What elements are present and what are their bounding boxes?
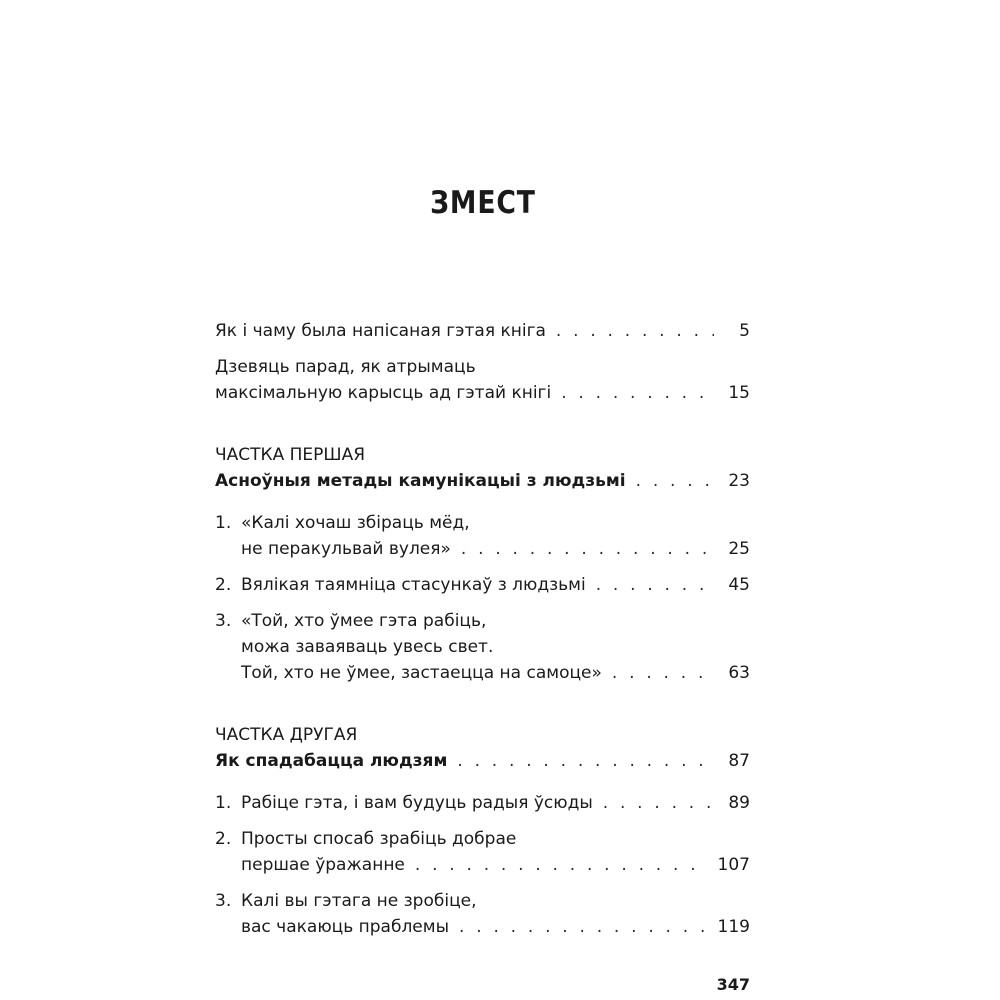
chapter-number: 2.: [215, 829, 232, 849]
entry-title-line: Дзевяць парад, як атрымаць: [215, 357, 476, 377]
entry-title-line: не перакульвай вулея»: [241, 539, 451, 559]
chapter-number: 3.: [215, 891, 232, 911]
page-number: 107: [717, 855, 750, 875]
toc-chapter-1-2[interactable]: [215, 572, 750, 598]
dot-leader: [415, 852, 704, 878]
page-number: 23: [728, 471, 750, 491]
toc-chapter-1-1[interactable]: [215, 510, 750, 562]
dot-leader: [461, 536, 714, 562]
entry-title-line: Той, хто не ўмее, застаецца на самоце»: [241, 663, 602, 683]
page-number: 63: [728, 663, 750, 683]
part-label-2: ЧАСТКА ДРУГАЯ: [215, 725, 358, 745]
entry-title: Як і чаму была напісаная гэтая кніга: [215, 321, 546, 341]
entry-title-line: «Той, хто ўмее гэта рабіць,: [241, 611, 487, 631]
dot-leader: [636, 468, 714, 494]
entry-title: Рабіце гэта, і вам будуць радыя ўсюды: [241, 793, 593, 813]
chapter-number: 1.: [215, 793, 232, 813]
dot-leader: [556, 318, 714, 344]
entry-title-line: Калі вы гэтага не зробіце,: [241, 891, 477, 911]
entry-title-line: вас чакаюць праблемы: [241, 917, 450, 937]
dot-leader: [561, 380, 714, 406]
entry-title-line: «Калі хочаш збіраць мёд,: [241, 513, 470, 533]
entry-title-line: можа заваяваць увесь свет.: [241, 637, 494, 657]
entry-title-line: максімальную карысць ад гэтай кнігі: [215, 383, 552, 403]
part-heading: Як спадабацца людзям: [215, 751, 448, 771]
dot-leader: [612, 660, 714, 686]
dot-leader: [596, 572, 714, 598]
dot-leader: [457, 748, 714, 774]
toc-part-heading-2[interactable]: [215, 748, 750, 774]
page-number: 119: [717, 917, 750, 937]
entry-title-line: Просты спосаб зрабіць добрае: [241, 829, 517, 849]
dot-leader: [459, 914, 704, 940]
page-number: 25: [728, 539, 750, 559]
page-title: ЗМЕСТ: [430, 185, 536, 221]
toc-chapter-2-1[interactable]: [215, 790, 750, 816]
toc-chapter-2-3[interactable]: [215, 888, 750, 940]
chapter-number: 3.: [215, 611, 232, 631]
toc-entry-intro-1[interactable]: [215, 318, 750, 344]
page-number: 15: [728, 383, 750, 403]
page-number: 87: [728, 751, 750, 771]
chapter-number: 2.: [215, 575, 232, 595]
chapter-number: 1.: [215, 513, 232, 533]
entry-title-line: першае ўражанне: [241, 855, 405, 875]
toc-entry-intro-2[interactable]: [215, 354, 750, 406]
page-number: 89: [728, 793, 750, 813]
page-number: 45: [728, 575, 750, 595]
part-label-1: ЧАСТКА ПЕРШАЯ: [215, 445, 366, 465]
toc-part-heading-1[interactable]: [215, 468, 750, 494]
dot-leader: [603, 790, 714, 816]
toc-chapter-1-3[interactable]: [215, 608, 750, 686]
page-folio: 347: [716, 975, 750, 994]
toc-chapter-2-2[interactable]: [215, 826, 750, 878]
entry-title: Вялікая таямніца стасункаў з людзьмі: [241, 575, 586, 595]
page-number: 5: [739, 321, 750, 341]
part-heading: Асноўныя метады камунікацыі з людзьмі: [215, 471, 626, 491]
